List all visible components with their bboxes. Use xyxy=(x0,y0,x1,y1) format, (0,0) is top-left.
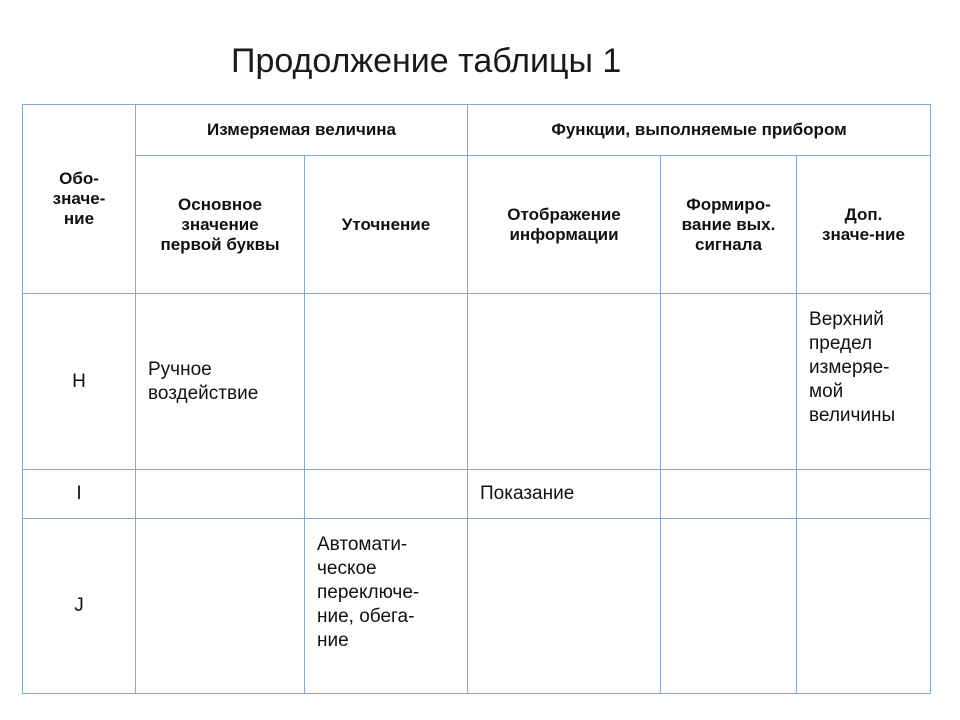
header-display-info-label: Отображение информации xyxy=(507,204,621,244)
row-additional: Верхний предел измеряе- мой величины xyxy=(809,309,896,426)
header-additional-meaning xyxy=(797,156,931,294)
row-refinement-cell xyxy=(305,470,468,519)
header-additional-meaning-label: Доп. значе-ние xyxy=(822,204,905,244)
header-measured-quantity-label: Измеряемая величина xyxy=(207,120,397,139)
row-code: J xyxy=(74,595,84,616)
row-display-cell xyxy=(468,519,661,694)
header-row-group xyxy=(23,105,931,156)
row-display: Показание xyxy=(480,483,575,504)
header-primary-meaning-label: Основное значение первой буквы xyxy=(160,194,280,254)
header-measured-quantity xyxy=(136,105,468,156)
row-display-cell xyxy=(468,470,661,519)
header-output-signal-label: Формиро- вание вых. сигнала xyxy=(681,194,776,254)
row-refinement: Автомати- ческое переключе- ние, обега- ние xyxy=(317,534,420,651)
header-device-functions xyxy=(468,105,931,156)
row-code: I xyxy=(76,483,82,504)
row-code: H xyxy=(72,370,86,392)
row-output-cell xyxy=(661,294,797,470)
row-code-cell xyxy=(23,294,136,470)
row-refinement-cell xyxy=(305,294,468,470)
row-primary: Ручное воздействие xyxy=(148,358,259,404)
header-designation xyxy=(23,105,136,294)
row-code-cell xyxy=(23,519,136,694)
page-title: Продолжение таблицы 1 xyxy=(231,42,622,80)
header-primary-meaning xyxy=(136,156,305,294)
table-row xyxy=(23,519,931,694)
header-device-functions-label: Функции, выполняемые прибором xyxy=(551,120,847,139)
row-code-cell xyxy=(23,470,136,519)
table-row xyxy=(23,294,931,470)
designation-table xyxy=(22,104,931,694)
row-output-cell xyxy=(661,519,797,694)
row-primary-cell xyxy=(136,294,305,470)
row-primary-cell xyxy=(136,470,305,519)
row-primary-cell xyxy=(136,519,305,694)
row-additional-cell xyxy=(797,294,931,470)
row-output-cell xyxy=(661,470,797,519)
row-refinement-cell xyxy=(305,519,468,694)
header-output-signal xyxy=(661,156,797,294)
table-row xyxy=(23,470,931,519)
header-display-info xyxy=(468,156,661,294)
header-refinement xyxy=(305,156,468,294)
header-row-sub xyxy=(23,156,931,294)
header-refinement-label: Уточнение xyxy=(341,214,431,234)
row-display-cell xyxy=(468,294,661,470)
header-designation-label: Обо- значе- ние xyxy=(52,169,106,228)
row-additional-cell xyxy=(797,470,931,519)
row-additional-cell xyxy=(797,519,931,694)
